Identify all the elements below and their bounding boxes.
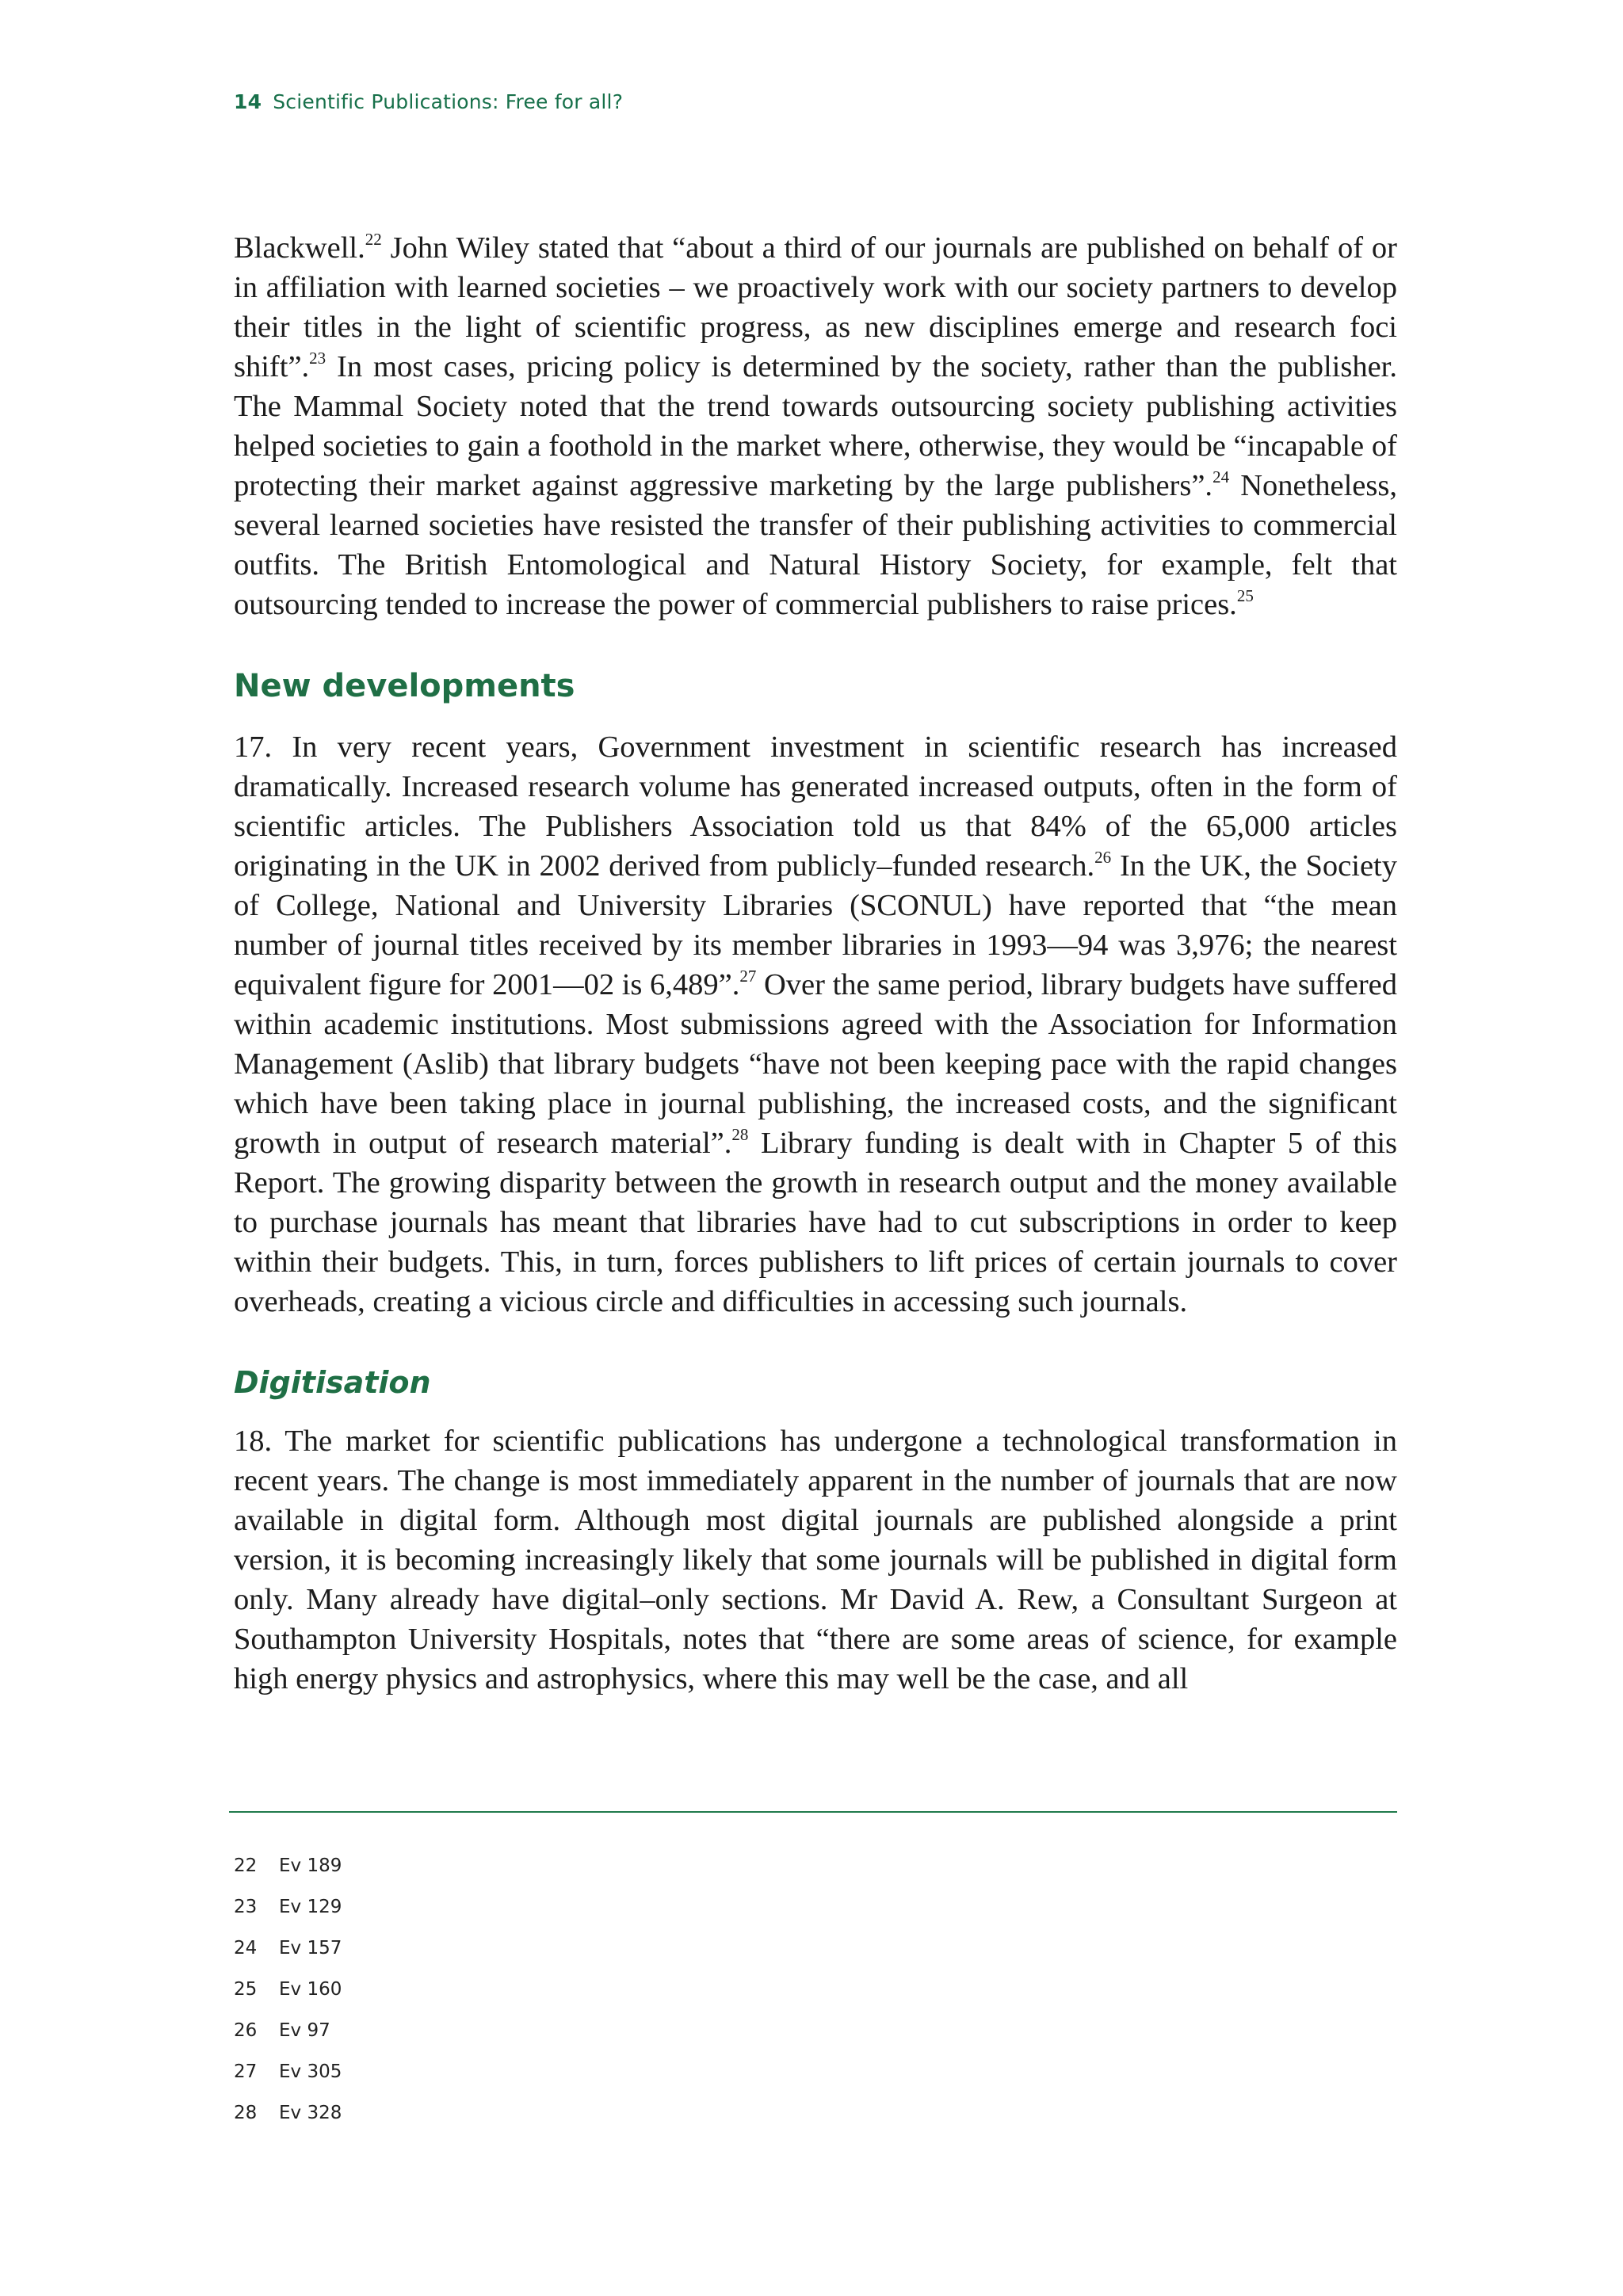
running-header — [234, 90, 623, 113]
footnote-item — [234, 1936, 342, 1978]
footnote-ref-27[interactable]: 27 — [739, 967, 757, 986]
footnote-ref-24[interactable]: 24 — [1212, 467, 1230, 487]
paragraph-intro — [234, 228, 1397, 624]
text-run: In the UK, the Society of College, National and University Libraries (SCONUL) have reported that “the mean number of journal titles received by its member libraries in 1993—94 was 3,976; the nearest equivalent figure for 2001—02 is 6,489”. — [234, 849, 1398, 1001]
footnote-text: Ev 157 — [279, 1938, 342, 1958]
section-heading-new-developments: New developments — [234, 668, 575, 704]
text-run: In most cases, pricing policy is determined by the society, rather than the publisher. The Mammal Society noted that the trend towards outsourcing society publishing activities helped societies to gain a foothold in the market where, otherwise, they would be “incapable of protecting their market against aggressive marketing by the large publishers”. — [234, 350, 1397, 502]
footnote-ref-23[interactable]: 23 — [309, 349, 327, 368]
text-run: Library funding is dealt with in Chapter 5 of this Report. The growing disparity between the growth in research output and the money available to purchase journals has meant that libraries have had to cut subscriptions in order to keep within their budgets. This, in turn, forces publishers to lift prices of certain journals to cover overheads, creating a vicious circle and difficulties in accessing such journals. — [234, 1127, 1398, 1318]
footnote-text: Ev 189 — [279, 1855, 342, 1876]
text-run: John Wiley stated that “about a third of our journals are published on behalf of or in affiliation with learned societies – we proactively work with our society partners to develop their titles in the light of scientific progress, as new disciplines emerge and research foci shift”. — [234, 231, 1397, 383]
footnote-item — [234, 1978, 342, 2019]
paragraph-17 — [234, 727, 1397, 1322]
footnote-ref-25[interactable]: 25 — [1236, 586, 1254, 606]
footnote-item — [234, 2060, 342, 2101]
footnote-text: Ev 305 — [279, 2061, 342, 2082]
text-run: 17. In very recent years, Government investment in scientific research has increased dramatically. Increased research volume has generated increased outputs, often in the form of scientific articles. The Publishers Association told us that 84% of the 65,000 articles originating in the UK in 2002 derived from publicly–funded research. — [234, 730, 1397, 883]
footnote-ref-22[interactable]: 22 — [365, 230, 382, 250]
footnote-number: 28 — [234, 2103, 258, 2123]
running-title: Scientific Publications: Free for all? — [273, 90, 624, 113]
footnote-number: 22 — [234, 1855, 258, 1876]
footnote-ref-26[interactable]: 26 — [1094, 848, 1112, 868]
footnote-text: Ev 328 — [279, 2103, 342, 2123]
main-text — [234, 228, 1397, 1699]
footnote-number: 26 — [234, 2020, 258, 2041]
footnote-item — [234, 2019, 342, 2060]
footnote-number: 27 — [234, 2061, 258, 2082]
footnote-item — [234, 2101, 342, 2142]
footnote-text: Ev 129 — [279, 1897, 342, 1917]
text-run: Nonetheless, several learned societies have resisted the transfer of their publishing activities to commercial outfits. The British Entomological and Natural History Society, for example, felt that outsourcing tended to increase the power of commercial publishers to raise prices. — [234, 469, 1397, 621]
text-run: Over the same period, library budgets have suffered within academic institutions. Most submissions agreed with the Association for Information Management (Aslib) that library budgets “have not been keeping pace with the rapid changes which have been taking place in journal publishing, the increased costs, and the significant growth in output of research material”. — [234, 968, 1397, 1160]
page-number: 14 — [234, 90, 262, 113]
footnote-number: 25 — [234, 1979, 258, 2000]
footnote-item — [234, 1854, 342, 1895]
footnote-text: Ev 160 — [279, 1979, 342, 2000]
footnote-number: 23 — [234, 1897, 258, 1917]
footnote-ref-28[interactable]: 28 — [731, 1125, 749, 1145]
subsection-heading-digitisation: Digitisation — [234, 1365, 431, 1400]
text-run: Blackwell. — [234, 231, 365, 265]
footnote-item — [234, 1895, 342, 1936]
footnote-text: Ev 97 — [279, 2020, 330, 2041]
footnotes-list — [234, 1854, 342, 2142]
footnote-divider — [229, 1811, 1397, 1813]
paragraph-18: 18. The market for scientific publications has undergone a technological transformation in recent years. The change is most immediately apparent in the number of journals that are now available in digital form. Although most digital journals are published alongside a print version, it is becoming increasingly likely that some journals will be published in digital form only. Many already have digital–only sections. Mr David A. Rew, a Consultant Surgeon at Southampton University Hospitals, notes that “there are some areas of science, for example high energy physics and astrophysics, where this may well be the case, and all — [234, 1425, 1397, 1695]
footnote-number: 24 — [234, 1938, 258, 1958]
